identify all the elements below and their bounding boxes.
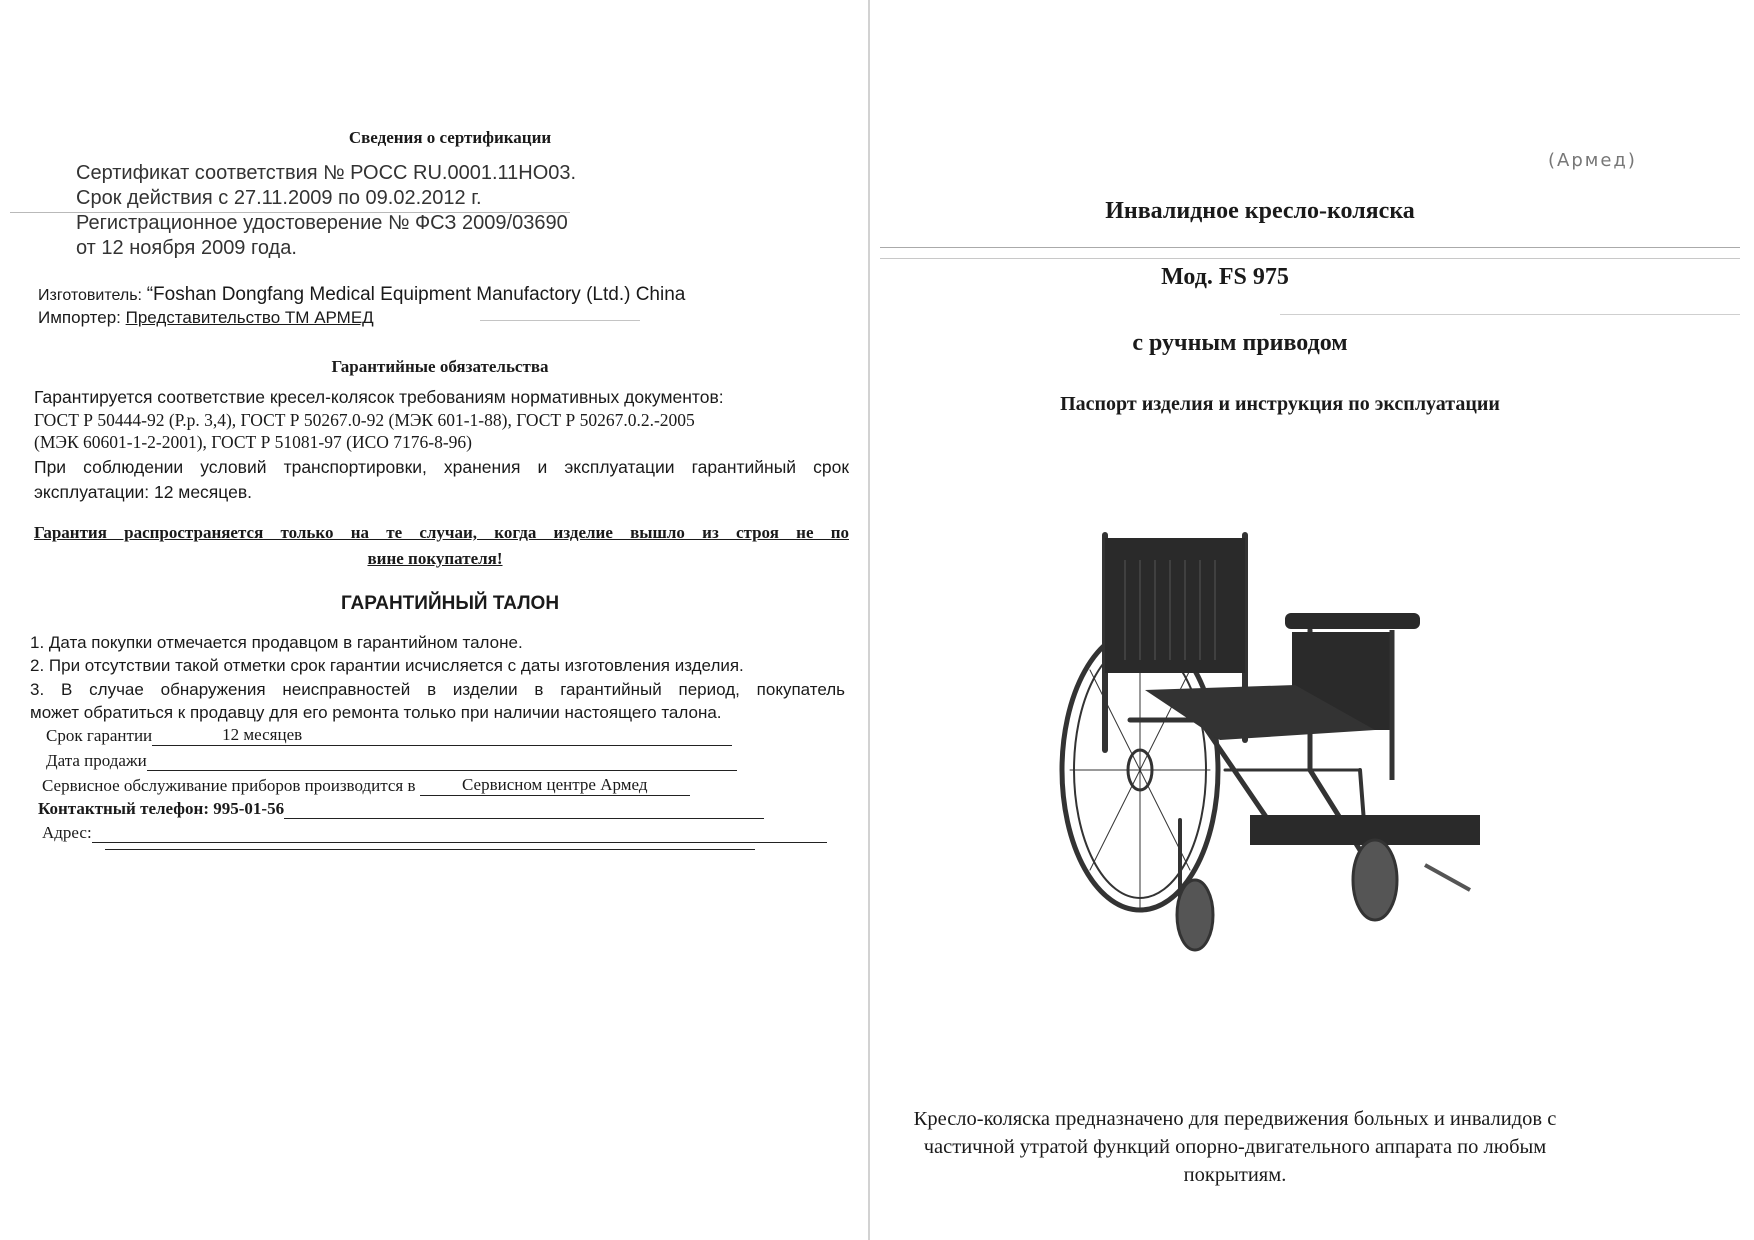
front-caster [1353, 840, 1397, 920]
certificate-number: Сертификат соответствия № РОСС RU.0001.11НО03. [76, 162, 577, 184]
manufacturer-label: Изготовитель: [38, 287, 142, 304]
wheelchair-image [1030, 520, 1480, 960]
backrest [1105, 538, 1245, 673]
manufacturer-line [38, 284, 685, 306]
service-label: Сервисное обслуживание приборов производится в [42, 776, 416, 795]
warranty-term-row [46, 725, 732, 746]
scan-streak [1280, 314, 1740, 315]
warranty-text-line: ГОСТ Р 50444-92 (Р.р. 3,4), ГОСТ Р 50267.0-92 (МЭК 601-1-88), ГОСТ Р 50267.0.2.-2005 [34, 410, 695, 430]
warranty-text-line: При соблюдении условий транспортировки, хранения и эксплуатации гарантийный срок [34, 457, 849, 477]
sale-date-row [46, 751, 737, 771]
warranty-note-continued: вине покупателя! [367, 549, 503, 568]
importer-line [38, 308, 374, 328]
registration-date: от 12 ноября 2009 года. [76, 237, 297, 259]
importer-label: Импортер: [38, 308, 121, 327]
certificate-validity: Срок действия с 27.11.2009 по 09.02.2012 г. [76, 187, 482, 209]
handwritten-note: (Армед) [1548, 150, 1637, 171]
product-model: Мод. FS 975 [1161, 264, 1289, 290]
footrest-strap [1250, 815, 1480, 845]
product-title: Инвалидное кресло-коляска [1105, 198, 1415, 224]
warranty-card-heading: ГАРАНТИЙНЫЙ ТАЛОН [340, 593, 560, 614]
importer-value: Представительство ТМ АРМЕД [125, 308, 374, 327]
address-label: Адрес: [42, 823, 92, 842]
contact-phone: Контактный телефон: 995-01-56 [38, 799, 285, 818]
registration-certificate: Регистрационное удостоверение № ФСЗ 2009/03690 [76, 212, 568, 234]
phone-row [38, 799, 764, 819]
scan-streak [880, 258, 1740, 259]
sale-date-field [147, 752, 737, 771]
sale-date-label: Дата продажи [46, 751, 147, 770]
description-line: покрытиям. [1183, 1164, 1287, 1186]
warranty-text-line: Гарантируется соответствие кресел-колясок требованиям нормативных документов: [34, 387, 724, 407]
warranty-note: Гарантия распространяется только на те случаи, когда изделие вышло из строя не по [34, 523, 849, 542]
description-line: Кресло-коляска предназначено для передвижения больных и инвалидов с [913, 1108, 1557, 1130]
warranty-text-line: эксплуатации: 12 месяцев. [34, 482, 253, 502]
page-fold [868, 0, 870, 1240]
service-row [42, 775, 690, 796]
talon-item: 1. Дата покупки отмечается продавцом в гарантийном талоне. [30, 633, 523, 652]
warranty-text-line: (МЭК 60601-1-2-2001), ГОСТ Р 51081-97 (ИСО 7176-8-96) [34, 432, 473, 452]
warranty-term-label: Срок гарантии [46, 726, 153, 745]
product-subtitle: с ручным приводом [1132, 330, 1348, 356]
front-caster [1177, 880, 1213, 950]
scan-streak [880, 247, 1740, 248]
address-field [92, 824, 827, 843]
talon-item: 3. В случае обнаружения неисправностей в изделии в гарантийный период, покупатель [30, 680, 845, 699]
service-value: Сервисном центре Армед [462, 775, 648, 794]
certification-heading: Сведения о сертификации [348, 128, 552, 147]
talon-item: может обратиться к продавцу для его ремонта только при наличии настоящего талона. [30, 703, 722, 722]
address-extra-line [105, 849, 755, 850]
warranty-term-value: 12 месяцев [222, 725, 303, 744]
manufacturer-value: “Foshan Dongfang Medical Equipment Manufactory (Ltd.) China [146, 284, 686, 305]
document-type: Паспорт изделия и инструкция по эксплуатации [1060, 393, 1500, 415]
address-row [42, 823, 827, 843]
scan-streak [480, 320, 640, 321]
description-line: частичной утратой функций опорно-двигательного аппарата по любым [923, 1136, 1547, 1158]
warranty-heading: Гарантийные обязательства [331, 357, 549, 376]
talon-item: 2. При отсутствии такой отметки срок гарантии исчисляется с даты изготовления изделия. [30, 656, 744, 675]
